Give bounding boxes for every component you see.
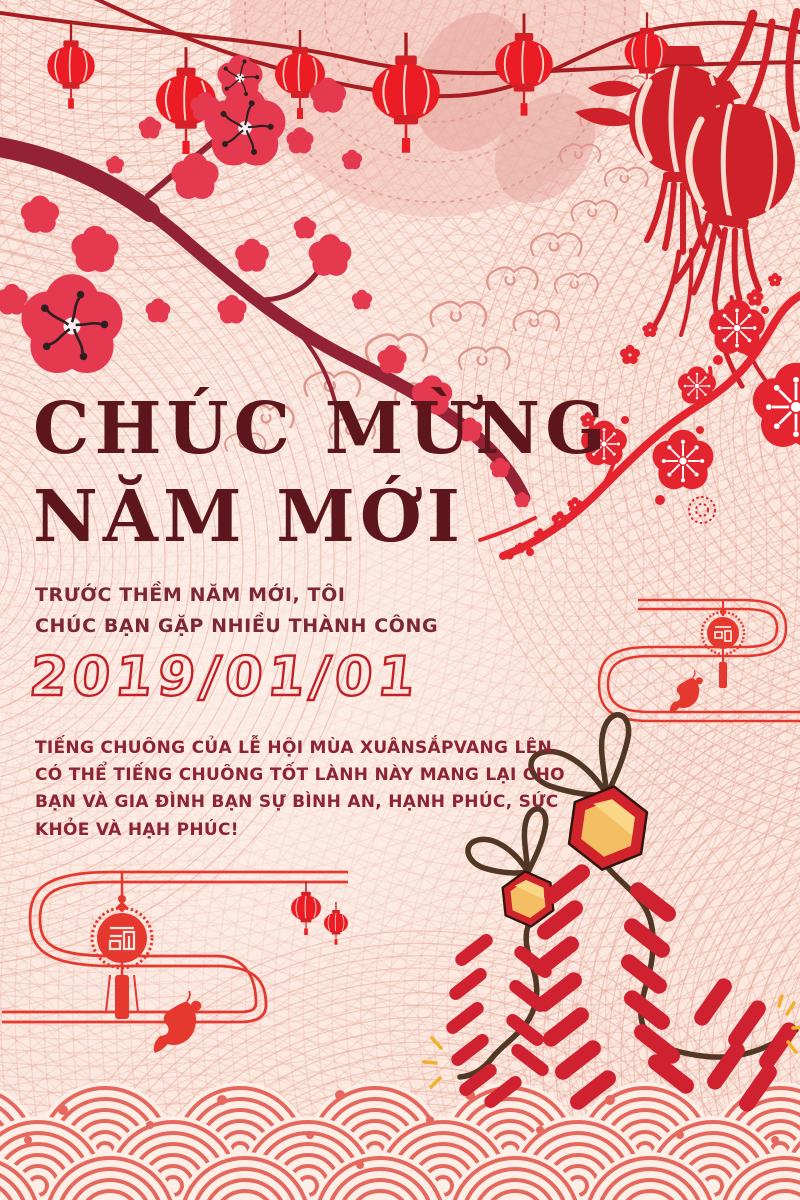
message-line4: KHỎE VÀ HẠH PHÚC! bbox=[35, 819, 239, 840]
message-line1: TIẾNG CHUÔNG CỦA LỄ HỘI MÙA XUÂNSẮPVANG LÊN. bbox=[35, 738, 559, 758]
lucky-knot-ornament bbox=[2, 872, 348, 1053]
message-text bbox=[35, 735, 565, 844]
greeting-text bbox=[35, 580, 438, 642]
fu-medallion bbox=[92, 872, 152, 1019]
lucky-knot-ornament-right bbox=[599, 600, 800, 721]
koi-fish-icon bbox=[670, 670, 703, 713]
date-text: 2019/01/01 bbox=[26, 645, 424, 708]
poster-title-line1: CHÚC MỪNG bbox=[33, 386, 611, 470]
greeting-line1: TRƯỚC THỀM NĂM MỚI, TÔI bbox=[35, 584, 346, 606]
poster-title bbox=[33, 384, 611, 560]
wave-border bbox=[0, 1082, 800, 1200]
message-line3: BẠN VÀ GIA ĐÌNH BẠN SỰ BÌNH AN, HẠNH PHÚC, SỨC bbox=[35, 792, 559, 813]
poster-title-line2: NĂM MỚI bbox=[33, 474, 465, 559]
message-line2: CÓ THỂ TIẾNG CHUÔNG TỐT LÀNH NÀY MANG LẠI CHO bbox=[35, 765, 565, 786]
greeting-line2: CHÚC BẠN GẶP NHIỀU THÀNH CÔNG bbox=[35, 614, 439, 637]
